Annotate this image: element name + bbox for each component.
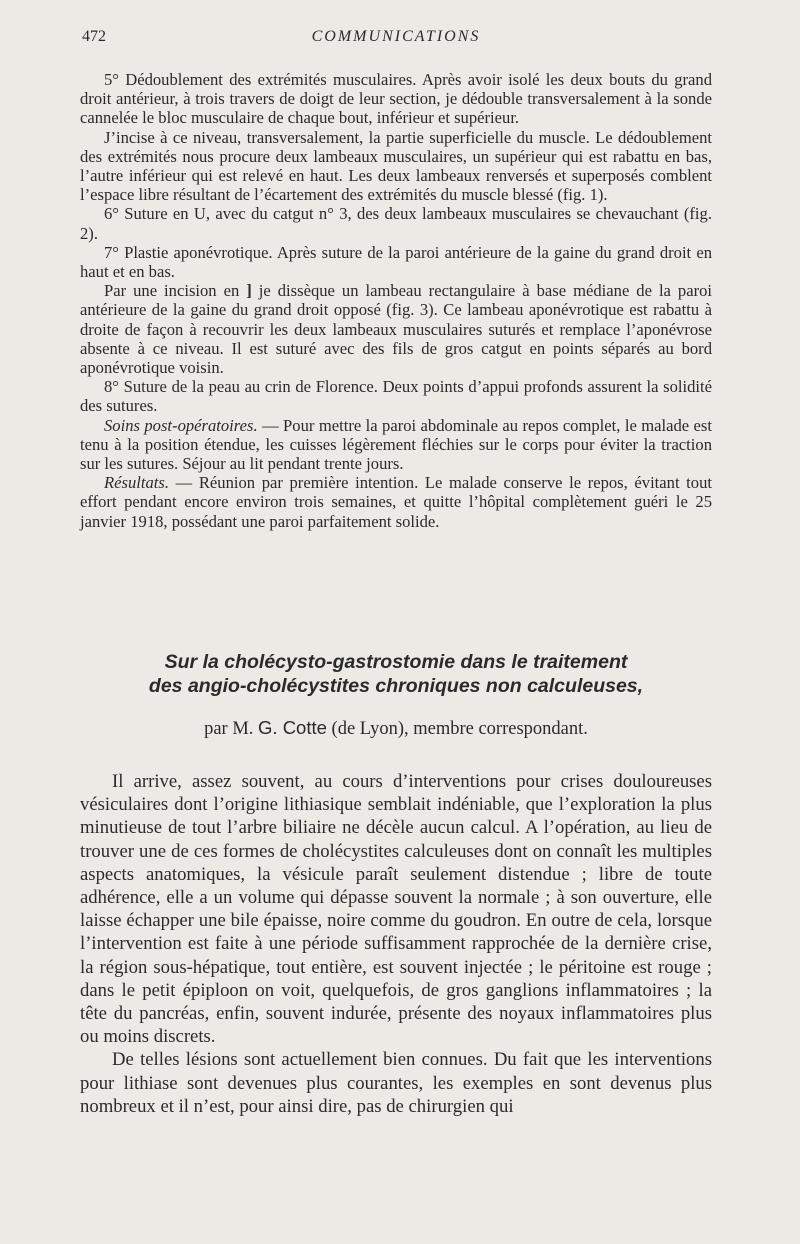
paragraph-text: je dissèque un lambeau rectangulaire à base médiane de la paroi antérieure de la gaine du grand droit opposé (fig. 3). Ce lambeau aponévrotique est rabattu à droite de façon à recouvrir les deux lambeaux musculaires suturés et remplace l’aponévrose absente à ce niveau. Il est suturé avec des fils de gros catgut en points séparés au bord aponévrotique voisin.	[80, 281, 713, 378]
paragraph-text: — Réunion par première intention. Le malade conserve le repos, évitant tout effort pendant encore environ trois semaines, et quitte l’hôpital complètement guéri le 25 janvier 1918, possédant une paroi parfaitement solide.	[80, 473, 712, 531]
paragraph	[80, 473, 712, 531]
paragraph: J’incise à ce niveau, transversalement, la partie superficielle du muscle. Le dédoublement des extrémités nous procure deux lambeaux musculaires, un supérieur qui est rabattu en bas, l’autre inférieur qui est relevé en haut. Les deux lambeaux renversés et superposés comblent l’espace libre résultant de l’écartement des extrémités du muscle blessé (fig. 1).	[80, 127, 712, 205]
paragraph-text: — Pour mettre la paroi abdominale au repos complet, le malade est tenu à la position étendue, les cuisses légèrement fléchies sur le corps pour éviter la traction sur les sutures. Séjour au lit pendant trente jours.	[80, 415, 712, 474]
page-header	[80, 26, 712, 50]
article-title-line: des angio-cholécystites chroniques non calculeuses,	[148, 675, 644, 697]
paragraph: 8° Suture de la peau au crin de Florence. Deux points d’appui profonds assurent la solidité des sutures.	[80, 377, 712, 416]
article-title	[80, 650, 712, 698]
paragraph	[80, 281, 712, 377]
previous-article-continuation	[80, 70, 712, 531]
paragraph: 5° Dédoublement des extrémités musculaires. Après avoir isolé les deux bouts du grand droit antérieur, à trois travers de doigt de leur section, je dédouble transversalement à la sonde cannelée le bloc musculaire de chaque bout, inférieur et supérieur.	[80, 70, 712, 128]
paragraph: 7° Plastie aponévrotique. Après suture de la paroi antérieure de la gaine du grand droit en haut et en bas.	[80, 242, 712, 282]
running-title: COMMUNICATIONS	[311, 28, 481, 45]
section-label: Résultats.	[104, 473, 169, 493]
byline-prefix: par M.	[204, 719, 254, 739]
article-title-line: Sur la cholécysto-gastrostomie dans le traitement	[164, 651, 628, 673]
paragraph: Il arrive, assez souvent, au cours d’interventions pour crises douloureuses vésiculaires dont l’origine lithiasique semblait indéniable, que l’exploration la plus minutieuse de tout l’arbre biliaire ne décèle aucun calcul. A l’opération, au lieu de trouver une de ces formes de cholécystites calculeuses dont on connaît les multiples aspects anatomiques, la vésicule paraît seulement distendue ; libre de toute adhérence, elle a un volume qui dépasse souvent la normale ; à son ouverture, elle laisse échapper une bile épaisse, noire comme du goudron. En outre de cela, lorsque l’intervention est faite à une période suffisamment rapprochée de la dernière crise, la région sous-hépatique, tout entière, est souvent injectée ; le péritoine est rouge ; dans le petit épiploon on voit, quelquefois, de gros ganglions inflammatoires ; la tête du pancréas, enfin, souvent indurée, présente des noyaux inflammatoires plus ou moins discrets.	[80, 771, 712, 1048]
paragraph	[80, 416, 712, 474]
paragraph: De telles lésions sont actuellement bien connues. Du fait que les interventions pour lithiase sont devenues plus courantes, les exemples en sont devenus plus nombreux et il n’est, pour ainsi dire, pas de chirurgien qui	[80, 1049, 712, 1117]
page-number: 472	[82, 28, 106, 45]
incision-shape-glyph: ]	[246, 281, 252, 301]
article-body	[80, 770, 712, 1118]
section-label: Soins post-opératoires.	[104, 415, 258, 435]
byline	[80, 716, 712, 741]
byline-suffix: (de Lyon), membre correspondant.	[331, 719, 588, 739]
author-name: G. Cotte	[258, 717, 327, 738]
paragraph-text: Par une incision en	[104, 281, 240, 301]
paragraph: 6° Suture en U, avec du catgut n° 3, des deux lambeaux musculaires se chevauchant (fig. 2).	[80, 204, 712, 243]
